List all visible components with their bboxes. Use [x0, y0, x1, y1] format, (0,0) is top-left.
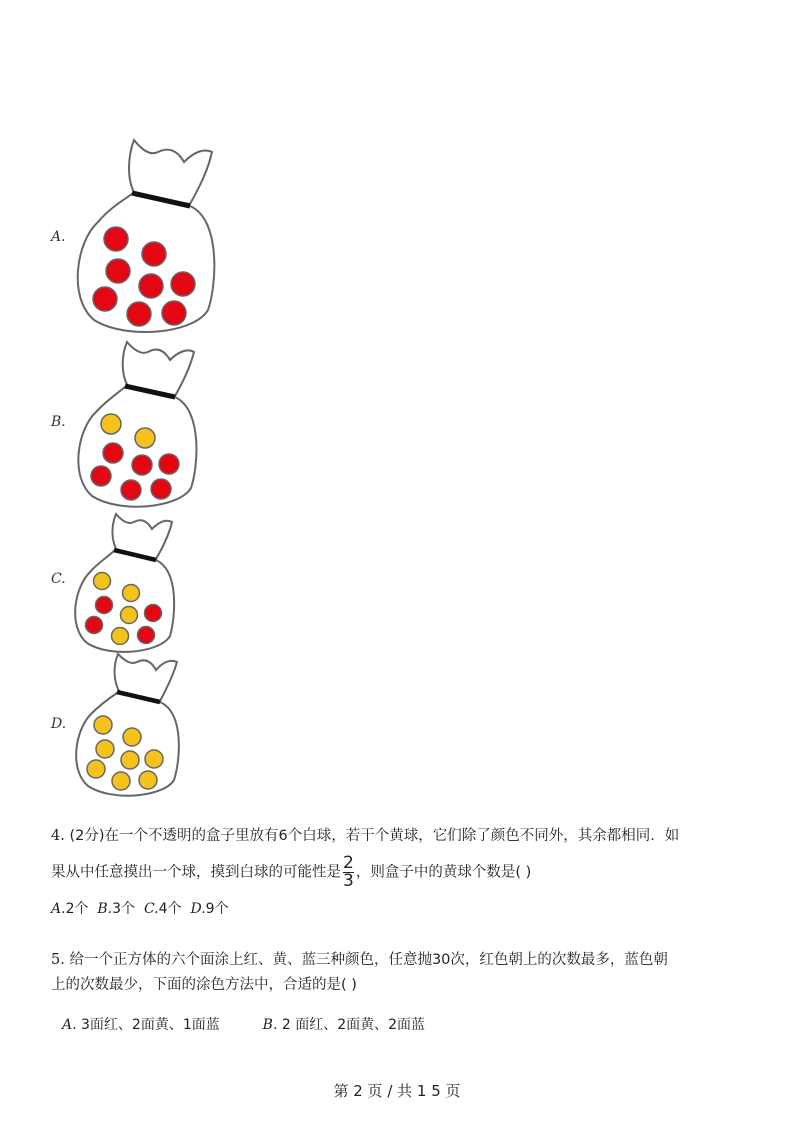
- choice-b-letter: B.: [262, 1017, 278, 1033]
- bag-a-image: [76, 138, 218, 338]
- choice-d-text[interactable]: 9个: [205, 901, 229, 917]
- option-d-label: D.: [51, 716, 67, 732]
- red-ball: [96, 597, 113, 614]
- question-5-line-2: [51, 972, 357, 998]
- red-ball: [127, 302, 151, 326]
- yellow-ball: [94, 573, 111, 590]
- red-ball: [103, 443, 123, 463]
- red-ball: [139, 274, 163, 298]
- question-4-choices: [51, 898, 229, 918]
- page-footer: 第 2 页 / 共 1 5 页: [333, 1082, 461, 1100]
- question-4-line-2: [51, 855, 531, 890]
- choice-b-text[interactable]: 2 面红、2面黄、2面蓝: [281, 1017, 426, 1033]
- red-ball: [162, 301, 186, 325]
- bag-d-image: [75, 652, 183, 800]
- question-4-score: (2分): [69, 828, 105, 844]
- red-ball: [142, 242, 166, 266]
- yellow-ball: [123, 585, 140, 602]
- fraction-two-thirds: [343, 855, 354, 890]
- option-b-label: B.: [51, 414, 66, 430]
- option-a-label: A.: [51, 229, 66, 245]
- question-5-line-1: [51, 947, 668, 973]
- choice-a-text[interactable]: 3面红、2面黄、1面蓝: [81, 1017, 220, 1033]
- yellow-ball: [94, 716, 112, 734]
- yellow-ball: [96, 740, 114, 758]
- red-ball: [91, 466, 111, 486]
- red-ball: [171, 272, 195, 296]
- red-ball: [132, 455, 152, 475]
- question-4-text-2a: 果从中任意摸出一个球，摸到白球的可能性是: [51, 864, 341, 881]
- bag-c-image: [74, 512, 178, 656]
- red-ball: [145, 605, 162, 622]
- red-ball: [93, 287, 117, 311]
- question-4-text-2b: ，则盒子中的黄球个数是( ): [355, 864, 532, 881]
- yellow-ball: [101, 414, 121, 434]
- question-5-text-2: 上的次数最少，下面的涂色方法中，合适的是( ): [51, 977, 357, 993]
- choice-d-letter: D.: [190, 901, 206, 917]
- yellow-ball: [145, 750, 163, 768]
- fraction-denominator: 3: [343, 871, 354, 891]
- bag-b-image: [77, 340, 201, 512]
- question-5-text-1: 给一个正方体的六个面涂上红、黄、蓝三种颜色，任意抛30次，红色朝上的次数最多，蓝色朝: [69, 952, 668, 968]
- question-5-number: 5.: [51, 952, 65, 968]
- choice-c-text[interactable]: 4个: [158, 901, 182, 917]
- yellow-ball: [123, 728, 141, 746]
- yellow-ball: [121, 751, 139, 769]
- red-ball: [104, 227, 128, 251]
- choice-c-letter: C.: [143, 901, 159, 917]
- yellow-ball: [112, 772, 130, 790]
- red-ball: [151, 479, 171, 499]
- choice-b-letter: B.: [97, 901, 113, 917]
- red-ball: [159, 454, 179, 474]
- yellow-ball: [87, 760, 105, 778]
- choice-a-letter: A.: [51, 901, 66, 917]
- yellow-ball: [112, 628, 129, 645]
- yellow-ball: [139, 771, 157, 789]
- red-ball: [138, 627, 155, 644]
- fraction-numerator: 2: [343, 853, 354, 873]
- red-ball: [121, 480, 141, 500]
- red-ball: [86, 617, 103, 634]
- question-5-choices: [62, 1014, 425, 1034]
- question-4-number: 4.: [51, 828, 65, 844]
- question-4-line-1: [51, 823, 679, 849]
- choice-a-text[interactable]: 2个: [65, 901, 89, 917]
- yellow-ball: [121, 607, 138, 624]
- red-ball: [106, 259, 130, 283]
- question-4-text-1: 在一个不透明的盒子里放有6个白球，若干个黄球，它们除了颜色不同外，其余都相同．如: [104, 828, 680, 844]
- choice-b-text[interactable]: 3个: [112, 901, 136, 917]
- choice-a-letter: A.: [62, 1017, 77, 1033]
- option-c-label: C.: [51, 571, 66, 587]
- yellow-ball: [135, 428, 155, 448]
